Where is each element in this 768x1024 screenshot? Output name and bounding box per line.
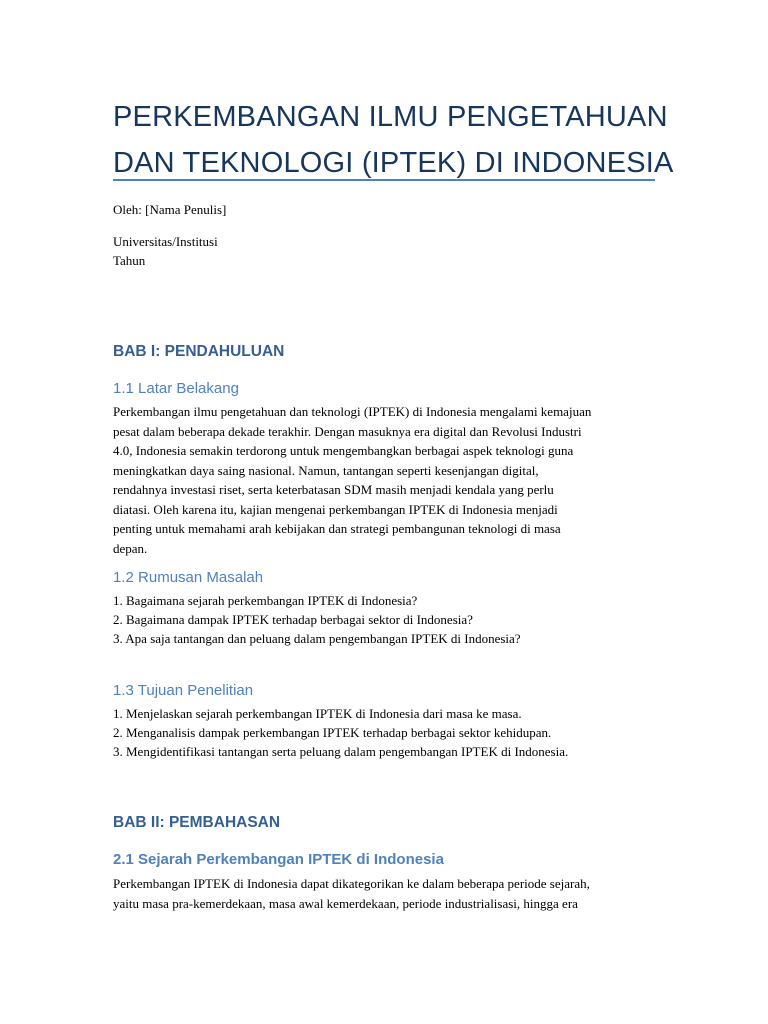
list-item: 3. Mengidentifikasi tantangan serta peluang dalam pengembangan IPTEK di Indonesia. [113, 744, 569, 759]
paragraph-line: rendahnya investasi riset, serta keterbatasan SDM masih menjadi kendala yang perlu [113, 482, 554, 497]
section-heading-1-3: 1.3 Tujuan Penelitian [113, 682, 254, 699]
paragraph-line: pesat dalam beberapa dekade terakhir. Dengan masuknya era digital dan Revolusi Industri [113, 423, 582, 439]
title-underline [113, 179, 655, 181]
list-item: 1. Menjelaskan sejarah perkembangan IPTEK di Indonesia dari masa ke masa. [113, 706, 522, 721]
section-heading-2-1: 2.1 Sejarah Perkembangan IPTEK di Indonesia [113, 851, 444, 868]
institution-line: Universitas/Institusi [113, 234, 218, 249]
list-tujuan-penelitian [113, 704, 658, 761]
title-line-1: PERKEMBANGAN ILMU PENGETAHUAN [113, 101, 668, 133]
chapter-heading-bab1: BAB I: PENDAHULUAN [113, 343, 285, 360]
paragraph-line: yaitu masa pra-kemerdekaan, masa awal kemerdekaan, periode industrialisasi, hingga era [113, 895, 578, 911]
list-item: 3. Apa saja tantangan dan peluang dalam pengembangan IPTEK di Indonesia? [113, 631, 521, 646]
section-heading-1-2: 1.2 Rumusan Masalah [113, 569, 264, 586]
paragraph-line: Perkembangan ilmu pengetahuan dan teknologi (IPTEK) di Indonesia mengalami kemajuan [113, 404, 592, 419]
paragraph-sejarah [113, 874, 658, 913]
list-item: 2. Menganalisis dampak perkembangan IPTEK terhadap berbagai sektor kehidupan. [113, 725, 552, 740]
paragraph-line: diatasi. Oleh karena itu, kajian mengenai perkembangan IPTEK di Indonesia menjadi [113, 501, 558, 517]
paragraph-line: Perkembangan IPTEK di Indonesia dapat dikategorikan ke dalam beberapa periode sejarah, [113, 876, 590, 891]
paragraph-line: 4.0, Indonesia semakin terdorong untuk mengembangkan berbagai aspek teknologi guna [113, 443, 574, 458]
paragraph-line: penting untuk memahami arah kebijakan dan strategi pembangunan teknologi di masa [113, 521, 561, 536]
list-item: 1. Bagaimana sejarah perkembangan IPTEK di Indonesia? [113, 593, 418, 608]
list-rumusan-masalah [113, 591, 658, 648]
author-line: Oleh: [Nama Penulis] [113, 202, 227, 217]
section-heading-1-1: 1.1 Latar Belakang [113, 380, 239, 397]
paragraph-latar-belakang [113, 402, 658, 558]
title-line-2: DAN TEKNOLOGI (IPTEK) DI INDONESIA [113, 147, 674, 179]
year-line: Tahun [113, 253, 146, 268]
list-item: 2. Bagaimana dampak IPTEK terhadap berbagai sektor di Indonesia? [113, 612, 473, 627]
chapter-heading-bab2: BAB II: PEMBAHASAN [113, 814, 281, 831]
document-title [113, 94, 674, 186]
paragraph-line: meningkatkan daya saing nasional. Namun, tantangan seperti kesenjangan digital, [113, 462, 539, 478]
paragraph-line: depan. [113, 540, 148, 556]
